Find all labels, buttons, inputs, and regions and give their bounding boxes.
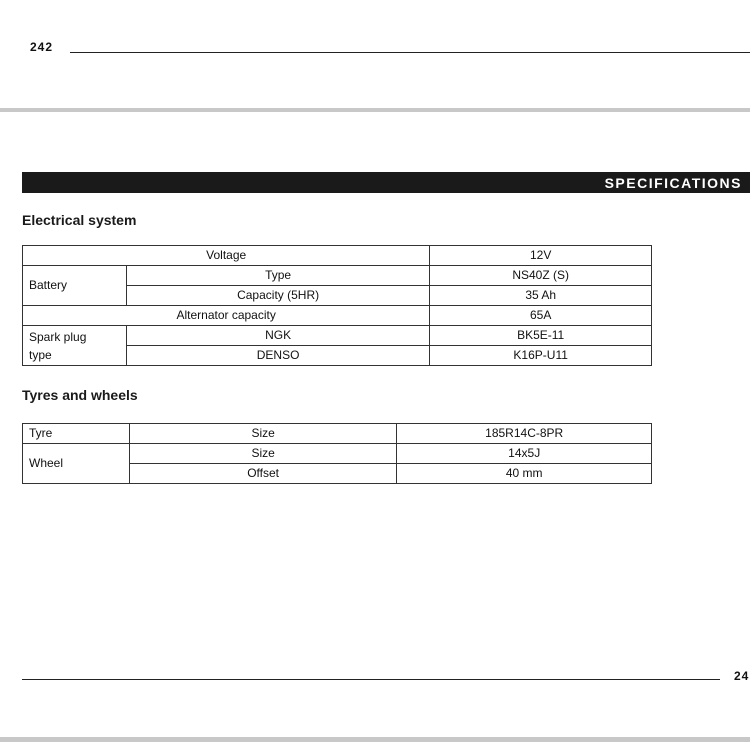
table-row bbox=[23, 424, 652, 444]
section-title: SPECIFICATIONS bbox=[604, 175, 742, 191]
wheel-size-label: Size bbox=[129, 444, 397, 464]
table-row bbox=[23, 444, 652, 464]
voltage-value: 12V bbox=[430, 246, 652, 266]
page-separator-bottom bbox=[0, 737, 750, 742]
voltage-label: Voltage bbox=[23, 246, 430, 266]
tyre-size-value: 185R14C-8PR bbox=[397, 424, 652, 444]
denso-value: K16P-U11 bbox=[430, 346, 652, 366]
table-row bbox=[23, 306, 652, 326]
page-separator-top bbox=[0, 108, 750, 112]
spark-plug-label bbox=[23, 326, 127, 366]
electrical-system-table bbox=[22, 245, 652, 366]
ngk-label: NGK bbox=[126, 326, 429, 346]
wheel-offset-value: 40 mm bbox=[397, 464, 652, 484]
battery-label: Battery bbox=[23, 266, 127, 306]
page-number-bottom: 24 bbox=[734, 669, 750, 683]
battery-capacity-label: Capacity (5HR) bbox=[126, 286, 429, 306]
spark-plug-label-line1: Spark plug bbox=[29, 329, 87, 344]
tyre-label: Tyre bbox=[23, 424, 130, 444]
spark-plug-label-line2: type bbox=[29, 347, 52, 362]
table-row bbox=[23, 326, 652, 346]
alternator-capacity-value: 65A bbox=[430, 306, 652, 326]
denso-label: DENSO bbox=[126, 346, 429, 366]
tyres-and-wheels-table bbox=[22, 423, 652, 484]
ngk-value: BK5E-11 bbox=[430, 326, 652, 346]
table-row bbox=[23, 266, 652, 286]
battery-type-value: NS40Z (S) bbox=[430, 266, 652, 286]
wheel-offset-label: Offset bbox=[129, 464, 397, 484]
wheel-size-value: 14x5J bbox=[397, 444, 652, 464]
battery-capacity-value: 35 Ah bbox=[430, 286, 652, 306]
wheel-label: Wheel bbox=[23, 444, 130, 484]
section-title-bar bbox=[22, 172, 750, 193]
header-rule bbox=[70, 52, 750, 53]
page-number-top: 242 bbox=[30, 40, 54, 54]
footer-rule bbox=[22, 679, 720, 680]
tyre-size-label: Size bbox=[129, 424, 397, 444]
alternator-capacity-label: Alternator capacity bbox=[23, 306, 430, 326]
electrical-system-heading: Electrical system bbox=[22, 212, 137, 228]
tyres-and-wheels-heading: Tyres and wheels bbox=[22, 387, 138, 403]
table-row bbox=[23, 246, 652, 266]
battery-type-label: Type bbox=[126, 266, 429, 286]
